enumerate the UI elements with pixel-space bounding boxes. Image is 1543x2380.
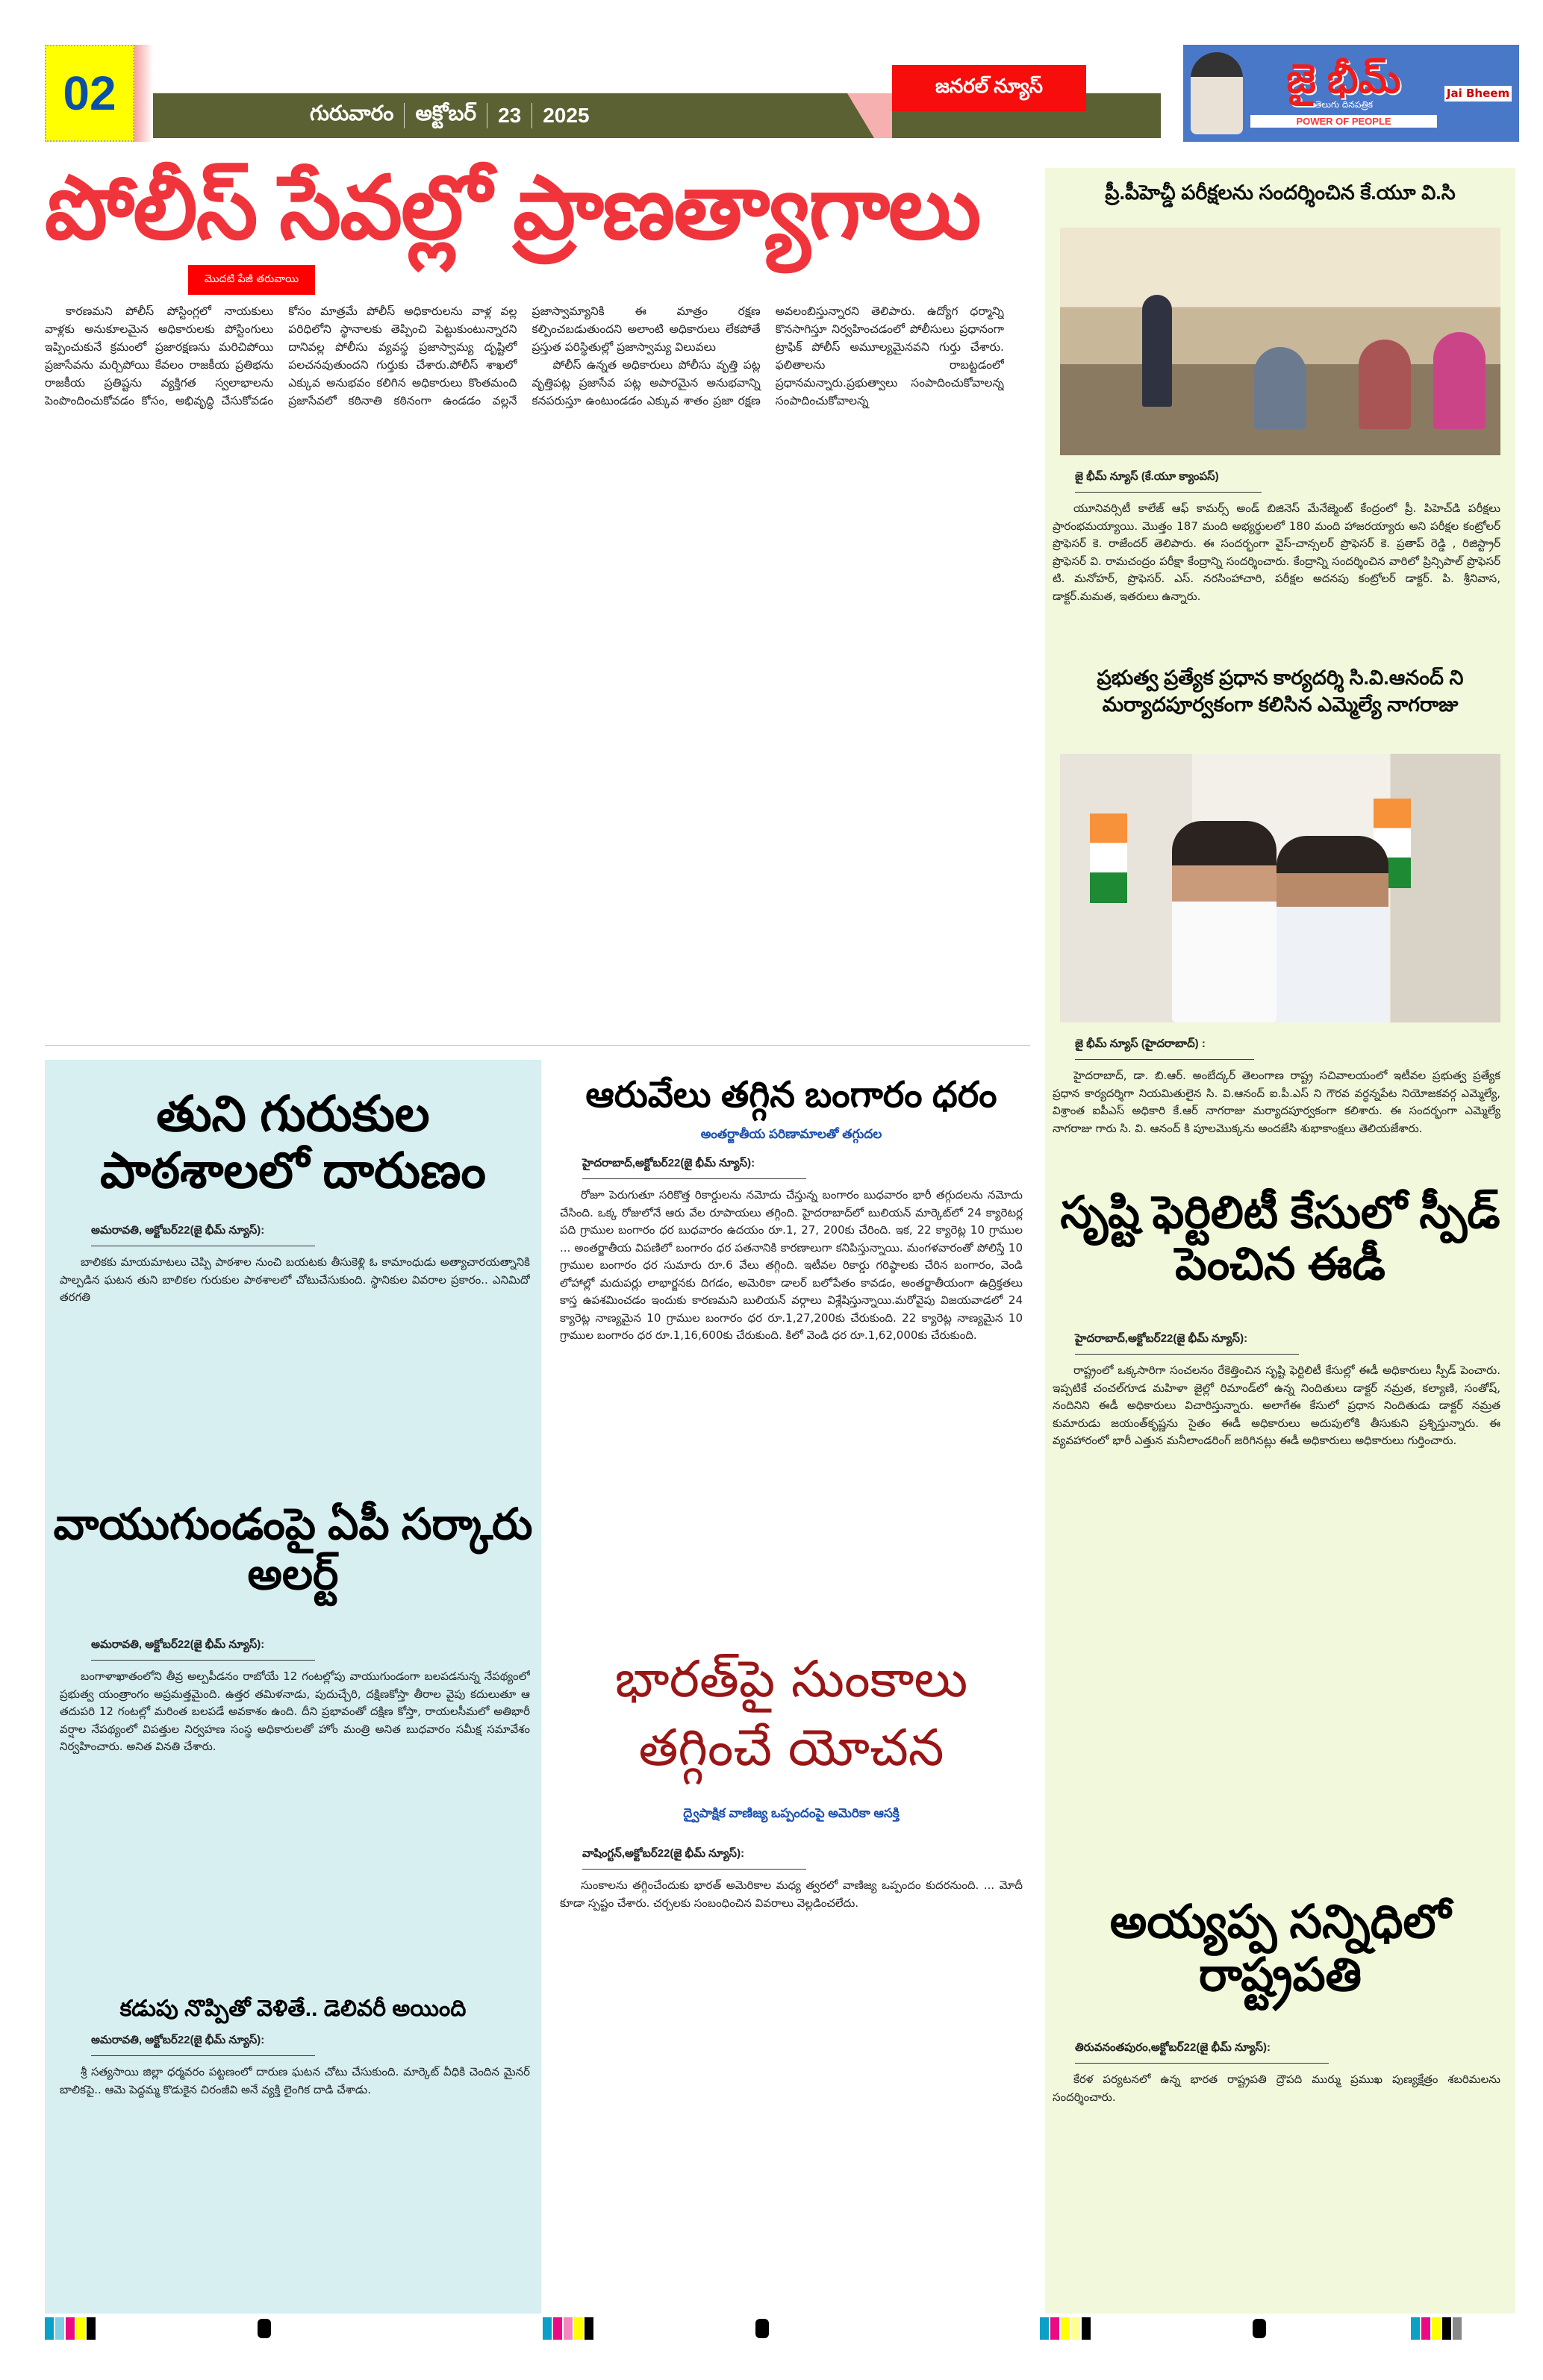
- kakatiya-headline: ప్రీ.పీహెచ్డీ పరీక్షలను సందర్శించిన కే.యూ వి.సి: [1105, 181, 1456, 204]
- registration-mark: [258, 2319, 271, 2338]
- delivery-dateline: అమరావతి, అక్టోబర్22(జై భీమ్ న్యూస్):: [91, 2034, 315, 2056]
- srushti-paragraph: రాష్ట్రంలో ఒక్కసారిగా సంచలనం రేకెత్తించిన సృష్టి ఫెర్టిలిటీ కేసుల్లో ఈడీ అధికారులు స్పీడ్ పెంచారు. ఇప్పటికే చంచల్‌గూడ మహిళా జైల్లో రిమాండ్‌లో ఉన్న నిందితులు డాక్టర్ నమ్రత, కల్యాణి, సంతోష్, నందినిని ఈడీ అధికారులు విచారిస్తున్నారు. అలాగేఈ కేసులో ప్రధాన నిందితుడు డాక్టర్ నమ్రత కుమారుడు జయంత్‌కృష్ణను సైతం ఈడీ అధికారులు అదుపులోకి తీసుకుని ప్రశ్నిస్తున్నారు. ఈ వ్యవహారంలో భారీ ఎత్తున మనీలాండరింగ్ జరిగినట్లు ఈడీ అధికారులు అధికారులు గుర్తించారు.: [1053, 1364, 1500, 1447]
- delivery-body: [60, 2064, 530, 2310]
- page-number: 02: [45, 45, 134, 142]
- masthead-title: జై భీమ్: [1286, 57, 1401, 101]
- tv-brand: Jai Bheem: [1444, 86, 1512, 101]
- anand-dateline: జై భీమ్ న్యూస్ (హైదరాబాద్) :: [1075, 1037, 1254, 1060]
- president-body: [1053, 2071, 1500, 2295]
- cyclone-headline: వాయుగుండంపై ఏపీ సర్కారు అలర్ట్: [53, 1500, 533, 1599]
- continued-tag: మొదటి పేజీ తరువాయి: [188, 265, 315, 295]
- divider: [45, 1045, 1030, 1046]
- lead-paragraph: కారణమని పోలీస్ పోస్టింగ్లలో నాయకులు వాళ్లకు అనుకూలమైన అధికారులకు పోస్టింగులు ఇప్పించుకునే క్రమంలో ప్రజారక్షణను మరిచిపోయి ప్రజాసేవను మర్చిపోయి కేవలం రాజకీయ ప్రతిభను రాజకీయ ప్రతిష్టను వ్యక్తిగత స్వలాభాలను పెంపొందించుకోవడం కోసం, అభివృద్ధి చేసుకోవడం కోసం మాత్రమే పోలీస్ అధికారులను వాళ్ల వల్ల పరిధిలోని స్థానాలకు తెప్పించి పెట్టుకుంటున్నారని దానివల్ల పోలీసు వ్యవస్థ ప్రజాస్వామ్య దృష్టిలో పలచనవుతుందని గుర్తుకు చేశారు.పోలీస్ శాఖలో ఎక్కువ అనుభవం కలిగిన అధికారులు కొంతమంది ప్రజాసేవలో కఠినాతి కఠినంగా ఉండడం వల్లనే ప్రజాస్వామ్యానికి ఈ మాత్రం రక్షణ కల్పించబడుతుందని అలాంటి అధికారులు లేకపోతే ప్రస్తుత పరిస్థితుల్లో ప్రజాస్వామ్య విలువలు: [45, 304, 761, 407]
- tv-logo: [1444, 83, 1512, 104]
- portrait-icon: [1191, 52, 1243, 134]
- srushti-body: [1053, 1362, 1500, 1862]
- kakatiya-body: [1053, 500, 1500, 649]
- anand-body: [1053, 1067, 1500, 1172]
- month: అక్టోబర్: [415, 101, 477, 125]
- tuni-dateline: అమరావతి, అక్టోబర్22(జై భీమ్ న్యూస్):: [91, 1224, 315, 1246]
- president-headline: అయ్యప్ప సన్నిధిలో రాష్ట్రపతి: [1109, 1896, 1451, 2002]
- divider: [404, 103, 405, 128]
- color-bar: [543, 2317, 593, 2340]
- kakatiya-paragraph: యూనివర్సిటీ కాలేజ్ ఆఫ్ కామర్స్ అండ్ బిజినెస్ మేనేజ్మెంట్ కేంద్రంలో ప్రీ. పిహెచ్‌డి పరీక్షలు ప్రారంభమయ్యాయి. మొత్తం 187 మంది అభ్యర్థులలో 180 మంది హాజరయ్యారు అని పరీక్షల కంట్రోలర్ ప్రొఫెసర్ కె. రాజేందర్ తెలిపారు. ఈ సందర్భంగా వైస్-చాన్సలర్ ప్రొఫెసర్ కె. ప్రతాప్ రెడ్డి , రిజిస్ట్రార్ ప్రొఫెసర్ వి. రామచంద్రం పరీక్షా కేంద్రాన్ని సందర్శించారు. కేంద్రాన్ని సందర్శించిన వారిలో ప్రిన్సిపాల్ ప్రొఫెసర్ టి. మనోహర్, ప్రొఫెసర్. ఎస్. నరసింహాచారి, పరీక్షల అదనపు కంట్రోలర్ డాక్టర్. పి. శ్రీనివాస, డాక్టర్.మమత, ఇతరులు ఉన్నారు.: [1053, 502, 1500, 603]
- page-number-accent: [134, 45, 153, 142]
- president-dateline: తిరువనంతపురం,అక్టోబర్22(జై భీమ్ న్యూస్):: [1075, 2041, 1329, 2064]
- anand-headline: ప్రభుత్వ ప్రత్యేక ప్రధాన కార్యదర్శి సి.వి.ఆనంద్ ని మర్యాదపూర్వకంగా కలిసిన ఎమ్మెల్యే నాగరాజు: [1097, 666, 1464, 716]
- registration-mark: [755, 2319, 769, 2338]
- srushti-dateline: హైదరాబాద్,అక్టోబర్22(జై భీమ్ న్యూస్):: [1075, 1332, 1299, 1355]
- gold-headline: ఆరువేలు తగ్గిన బంగారం ధరం: [585, 1075, 997, 1115]
- exam-hall-photo: [1060, 228, 1500, 455]
- gold-dateline: హైదరాబాద్,అక్టోబర్22(జై భీమ్ న్యూస్):: [582, 1157, 806, 1179]
- year: 2025: [543, 104, 590, 127]
- tariff-body: [560, 1877, 1023, 2306]
- cyclone-body: [60, 1668, 530, 1989]
- masthead-logo: [1183, 45, 1519, 142]
- meeting-photo: [1060, 754, 1500, 1022]
- president-paragraph: కేరళ పర్యటనలో ఉన్న భారత రాష్ట్రపతి ద్రౌపది ముర్ము ప్రముఖ పుణ్యక్షేత్రం శబరిమలను సందర్శించారు.: [1053, 2073, 1500, 2104]
- registration-mark: [1253, 2319, 1266, 2338]
- section-label: జనరల్ న్యూస్: [892, 65, 1086, 111]
- tariff-dateline: వాషింగ్టన్,అక్టోబర్22(జై భీమ్ న్యూస్):: [582, 1847, 806, 1870]
- tariff-subhead: ద్వైపాక్షిక వాణిజ్య ఒప్పందంపై అమెరికా ఆసక్తి: [683, 1806, 900, 1820]
- lead-paragraph: పోలీస్ ఉన్నత అధికారులు పోలీసు వృత్తి పట్ల వృత్తిపట్ల ప్రజాసేవ పట్ల అపారమైన అనుభవాన్ని కనపరుస్తూ ఉంటుండడం ఎక్కువ శాతం ప్రజా రక్షణ అవలంబిస్తున్నారని తెలిపారు. ఉద్యోగ ధర్మాన్ని కొనసాగిస్తూ నిర్వహించడంలో పోలీసులు ప్రధానంగా ట్రాఫిక్ పోలీస్ అమూల్యమైనవని గుర్తు చేశారు. ఫలితాలను రాబట్టడంలో ప్రధానమన్నారు.ప్రభుత్వాలు సంపాదించుకోవాలన్న సంపాదించుకోవాలన్న: [532, 304, 1004, 407]
- masthead-subtitle: తెలుగు దినపత్రిక: [1314, 99, 1374, 110]
- masthead-tagline: POWER OF PEOPLE: [1250, 115, 1437, 128]
- color-bar: [1411, 2317, 1462, 2340]
- tuni-body: [60, 1254, 530, 1537]
- tariff-paragraph: సుంకాలను తగ్గించేందుకు భారత్ అమెరికాల మధ్య త్వరలో వాణిజ్య ఒప్పందం కుదరనుంది. ... మోదీ కూడా స్పష్టం చేశారు. చర్చలకు సంబంధించిన వివరాలు వెల్లడించలేదు.: [560, 1878, 1023, 1910]
- weekday: గురువారం: [310, 101, 394, 125]
- lead-body: [45, 302, 1004, 1041]
- tariff-headline: భారత్‌పై సుంకాలు తగ్గించే యోచన: [614, 1650, 968, 1778]
- color-bar: [45, 2317, 96, 2340]
- cyclone-dateline: అమరావతి, అక్టోబర్22(జై భీమ్ న్యూస్):: [91, 1638, 315, 1661]
- gold-body: [560, 1187, 1023, 1634]
- day: 23: [498, 104, 522, 127]
- kakatiya-dateline: జై భీమ్ న్యూస్ (కే.యూ క్యాంపస్): [1075, 470, 1262, 493]
- anand-paragraph: హైదరాబాద్, డా. బి.ఆర్. అంబేద్కర్ తెలంగాణ రాష్ట్ర సచివాలయంలో ఇటీవల ప్రభుత్వ ప్రత్యేక ప్రధాన కార్యదర్శిగా నియమితులైన సి. వి.ఆనంద్ ఐ.పీ.ఎస్ ని గౌరవ వర్ధన్నపేట నియోజకవర్గ ఎమ్మెల్యే, విశ్రాంత ఐపీఎస్ అధికారి కే.ఆర్ నాగరాజు మర్యాదపూర్వకంగా కలిశారు. ఈ సందర్భంగా ఎమ్మెల్యే నాగరాజు గారు సి. వి. ఆనంద్ కి పూలమొక్కను అందజేసి శుభాకాంక్షలు తెలియజేశారు.: [1053, 1069, 1500, 1135]
- gold-paragraph: రోజూ పెరుగుతూ సరికొత్త రికార్డులను నమోదు చేస్తున్న బంగారం బుధవారం భారీ తగ్గుదలను నమోదు చేసింది. ఒక్క రోజులోనే ఆరు వేల రూపాయలు తగ్గింది. హైదరాబాద్‌లో బులియన్ మార్కెట్‌లో 24 క్యారెటర్ల పది గ్రాముల బంగారం ధర బుధవారం ఉదయం రూ.1, 27, 200కు చేరింది. ఇక, 22 క్యారెట్ల 10 గ్రాముల ... అంతర్జాతీయ విపణిలో బంగారం ధర పతనానికి కారణాలుగా కనిపిస్తున్నాయి. మంగళవారంతో పోలిస్తే 10 గ్రాముల బంగారం ధర సుమారు రూ.6 వేలు తగ్గింది. ఇటీవల రికార్డు గరిష్ఠాలకు చేరిన బంగారం, వెండి లోహాల్లో మదుపర్లు లాభార్జనకు దిగడం, అమెరికా డాలర్ బలోపేతం కావడం, అంతర్జాతీయంగా ఉద్రిక్తతలు కాస్త ఉపశమించడం ఇందుకు కారణమని బులియన్ వర్గాలు విశ్లేషిస్తున్నాయి.మరోవైపు విజయవాడలో 24 క్యారెట్ల నాణ్యమైన 10 గ్రాముల బంగారం ధర రూ.1,27,200కు చేరుకుంది. 22 క్యారెట్ల నాణ్యమైన 10 గ్రాముల బంగారం ధర రూ.1,16,600కు చేరుకుంది. కిలో వెండి ధర రూ.1,62,000కు చేరుకుంది.: [560, 1188, 1023, 1342]
- color-bar: [1040, 2317, 1091, 2340]
- srushti-headline: సృష్టి ఫెర్టిలిటీ కేసులో స్పీడ్ పెంచిన ఈడీ: [1060, 1187, 1500, 1289]
- lead-headline: పోలీస్ సేవల్లో ప్రాణత్యాగాలు: [45, 159, 980, 257]
- delivery-headline: కడుపు నొప్పితో వెళితే.. డెలివరీ అయింది: [119, 1996, 467, 2021]
- tuni-headline: తుని గురుకుల పాఠశాలలో దారుణం: [99, 1086, 487, 1198]
- tuni-paragraph: బాలికకు మాయమాటలు చెప్పి పాఠశాల నుంచి బయటకు తీసుకెళ్లి ఓ కామాంధుడు అత్యాచారయత్నానికి పాల్పడిన ఘటన తుని బాలికల గురుకుల పాఠశాలలో చోటుచేసుకుంది. స్థానికుల వివరాల ప్రకారం.. ఎనిమిదో తరగతి: [60, 1255, 530, 1304]
- gold-subhead: అంతర్జాతీయ పరిణామాలతో తగ్గుదల: [700, 1127, 882, 1141]
- cyclone-paragraph: బంగాళాఖాతంలోని తీవ్ర అల్పపీడనం రాబోయే 12 గంటల్లోపు వాయుగుండంగా బలపడనున్న నేపథ్యంలో ప్రభుత్వ యంత్రాంగం అప్రమత్తమైంది. ఉత్తర తమిళనాడు, పుదుచ్చేరి, దక్షిణకోస్తా తీరాల వైపు కదులుతూ ఆ తదుపరి 12 గంటల్లో మరింత బలపడే అవకాశం ఉంది. దీని ప్రభావంతో దక్షిణ కోస్తా, రాయలసీమలో అతిభారీ వర్షాల నేపథ్యంలో విపత్తుల నిర్వహణ సంస్థ అధికారులతో హోం మంత్రి అనిత బుధవారం సమీక్ష సమావేశం నిర్వహించారు. అనిత వినతి చేశారు.: [60, 1670, 530, 1753]
- delivery-paragraph: శ్రీ సత్యసాయి జిల్లా ధర్మవరం పట్టణంలో దారుణ ఘటన చోటు చేసుకుంది. మార్కెట్ వీధికి చెందిన మైనర్ బాలికపై.. ఆమె పెద్దమ్మ కొడుకైన చిరంజీవి అనే వ్యక్తి లైంగిక దాడి చేశాడు.: [60, 2065, 530, 2096]
